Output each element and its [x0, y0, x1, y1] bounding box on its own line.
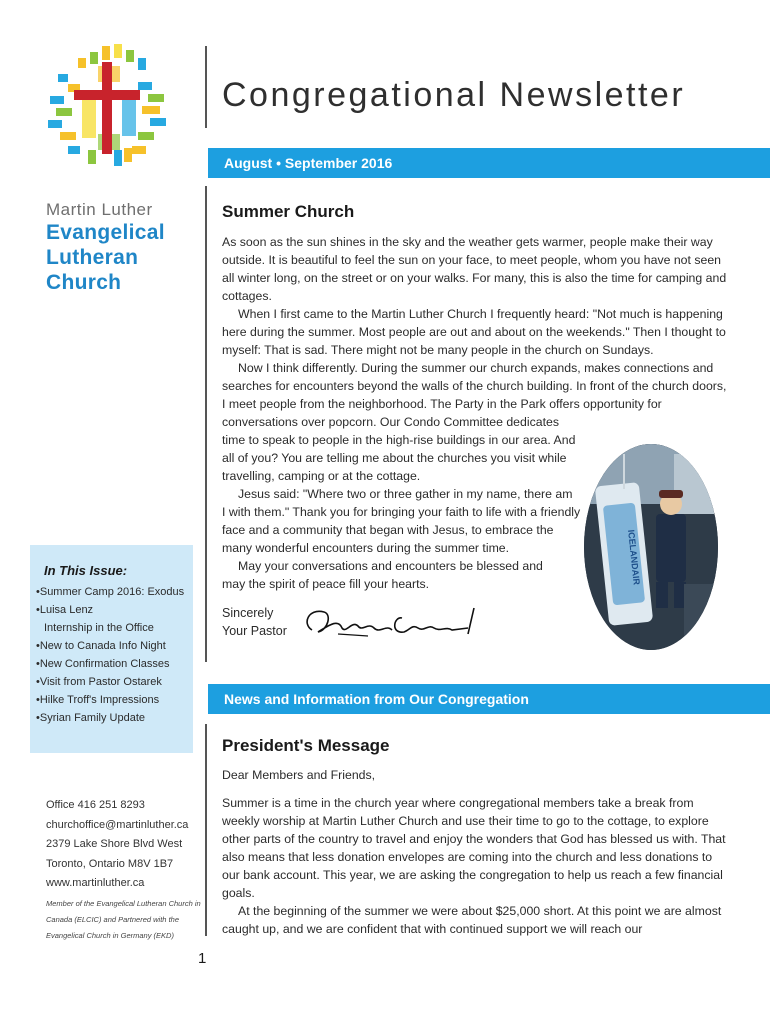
church-name-line3: Lutheran — [46, 246, 139, 269]
issue-item: •Luisa Lenz — [36, 604, 94, 616]
summer-church-heading: Summer Church — [222, 202, 355, 221]
summer-church-p5a: May your conversations and encounters be blessed and — [238, 559, 543, 573]
website: www.martinluther.ca — [46, 877, 145, 889]
page-number: 1 — [198, 950, 207, 967]
president-heading: President's Message — [222, 736, 390, 755]
summer-photo-illustration — [584, 444, 718, 650]
church-name-line4: Church — [46, 271, 122, 294]
church-name — [46, 200, 165, 295]
summer-church-p5b: may the spirit of peace fill your hearts. — [222, 577, 430, 591]
body-divider — [205, 186, 207, 662]
summer-church-p3d: travelling, camping or at the cottage. — [222, 469, 421, 483]
church-name-line1: Martin Luther — [46, 200, 153, 219]
member-note: Member of the Evangelical Lutheran Church in Canada (ELCIC) and Partnered with the Evangelical Church in Germany (EKD) — [46, 899, 201, 940]
president-body — [222, 766, 728, 938]
header-divider — [205, 46, 207, 128]
date-band-text: August • September 2016 — [224, 155, 393, 171]
office-phone: Office 416 251 8293 — [46, 799, 145, 811]
summer-church-p4a: Jesus said: "Where two or three gather in my name, there am — [238, 487, 573, 501]
address-line2: Toronto, Ontario M8V 1B7 — [46, 857, 174, 870]
church-logo — [38, 38, 178, 178]
in-this-issue-title: In This Issue: — [44, 563, 128, 578]
news-band — [208, 684, 770, 714]
president-p1: Summer is a time in the church year where congregational members take a break from weekly worship at Martin Luther Church and use their time to go to the cottage, to explore other parts of the country to travel and enjoy the wonders that God has blessed us with. That also means that less donation envelopes are coming into the church and less donations to our bank account. This year, we are asking the congregation to help us reach a few financial goals. — [222, 796, 726, 900]
lower-divider — [205, 724, 207, 936]
luggage-tag-text: ICELANDAIR — [626, 529, 642, 586]
issue-list — [36, 583, 184, 727]
summer-church-p4b: I with them." Thank you for bringing your faith to life with a friendly — [222, 505, 581, 519]
summer-church-p3c: all of you? You are telling me about the churches you visit while — [222, 451, 567, 465]
signoff-pastor: Your Pastor — [222, 624, 287, 638]
in-this-issue-box — [30, 545, 193, 753]
summer-church-p1: As soon as the sun shines in the sky and the weather gets warmer, people make their way outside. It is beautiful to feel the sun on your face, to meet people, whom you have not seen all winter long, on the street or on your walks. For many, this is also the time for camping and cottages. — [222, 235, 727, 303]
summer-church-p4d: many wonderful encounters during the summer time. — [222, 541, 510, 555]
church-name-line2: Evangelical — [46, 221, 165, 244]
summer-church-p3: Now I think differently. During the summer our church expands, makes connections and searches for encounters beyond the walls of the church building. In front of the church doors, I meet people from the neighborhood. The Party in the Park offers opportunity for conversations over popcorn. Our Condo Committee dedicates — [222, 361, 727, 429]
address-line1: 2379 Lake Shore Blvd West — [46, 838, 183, 850]
issue-item: Internship in the Office — [44, 622, 154, 634]
summer-church-body-left — [222, 431, 592, 593]
issue-item: •Hilke Troff's Impressions — [36, 694, 160, 706]
newsletter-title: Congregational Newsletter — [222, 76, 686, 114]
issue-item: •Syrian Family Update — [36, 712, 146, 724]
signoff-sincerely: Sincerely — [222, 606, 274, 620]
issue-item: •New to Canada Info Night — [36, 640, 166, 652]
date-band — [208, 148, 770, 178]
summer-church-p2: When I first came to the Martin Luther Church I frequently heard: "Not much is happening here during the summer. Most people are out and about on the weekends." Then I thought to myself: That is sad. There might not be many people in the church on Sundays. — [222, 307, 726, 357]
summer-church-body-top — [222, 233, 728, 431]
news-band-text: News and Information from Our Congregation — [224, 691, 529, 707]
president-greeting: Dear Members and Friends, — [222, 768, 376, 782]
summer-church-p4c: face and a community that began with Jesus, to embrace the — [222, 523, 554, 537]
president-p2: At the beginning of the summer we were about $25,000 short. At this point we are almost caught up, and we are confident that with continued support we will reach our — [222, 904, 722, 936]
summer-church-p3b: time to speak to people in the high-rise buildings in our area. And — [222, 433, 576, 447]
contact-info — [46, 796, 188, 894]
signoff — [222, 604, 287, 640]
issue-item: •New Confirmation Classes — [36, 658, 170, 670]
issue-item: •Visit from Pastor Ostarek — [36, 676, 162, 688]
pastor-signature — [298, 600, 488, 644]
office-email: churchoffice@martinluther.ca — [46, 818, 189, 831]
summer-photo — [584, 444, 718, 650]
issue-item: •Summer Camp 2016: Exodus — [36, 586, 185, 598]
